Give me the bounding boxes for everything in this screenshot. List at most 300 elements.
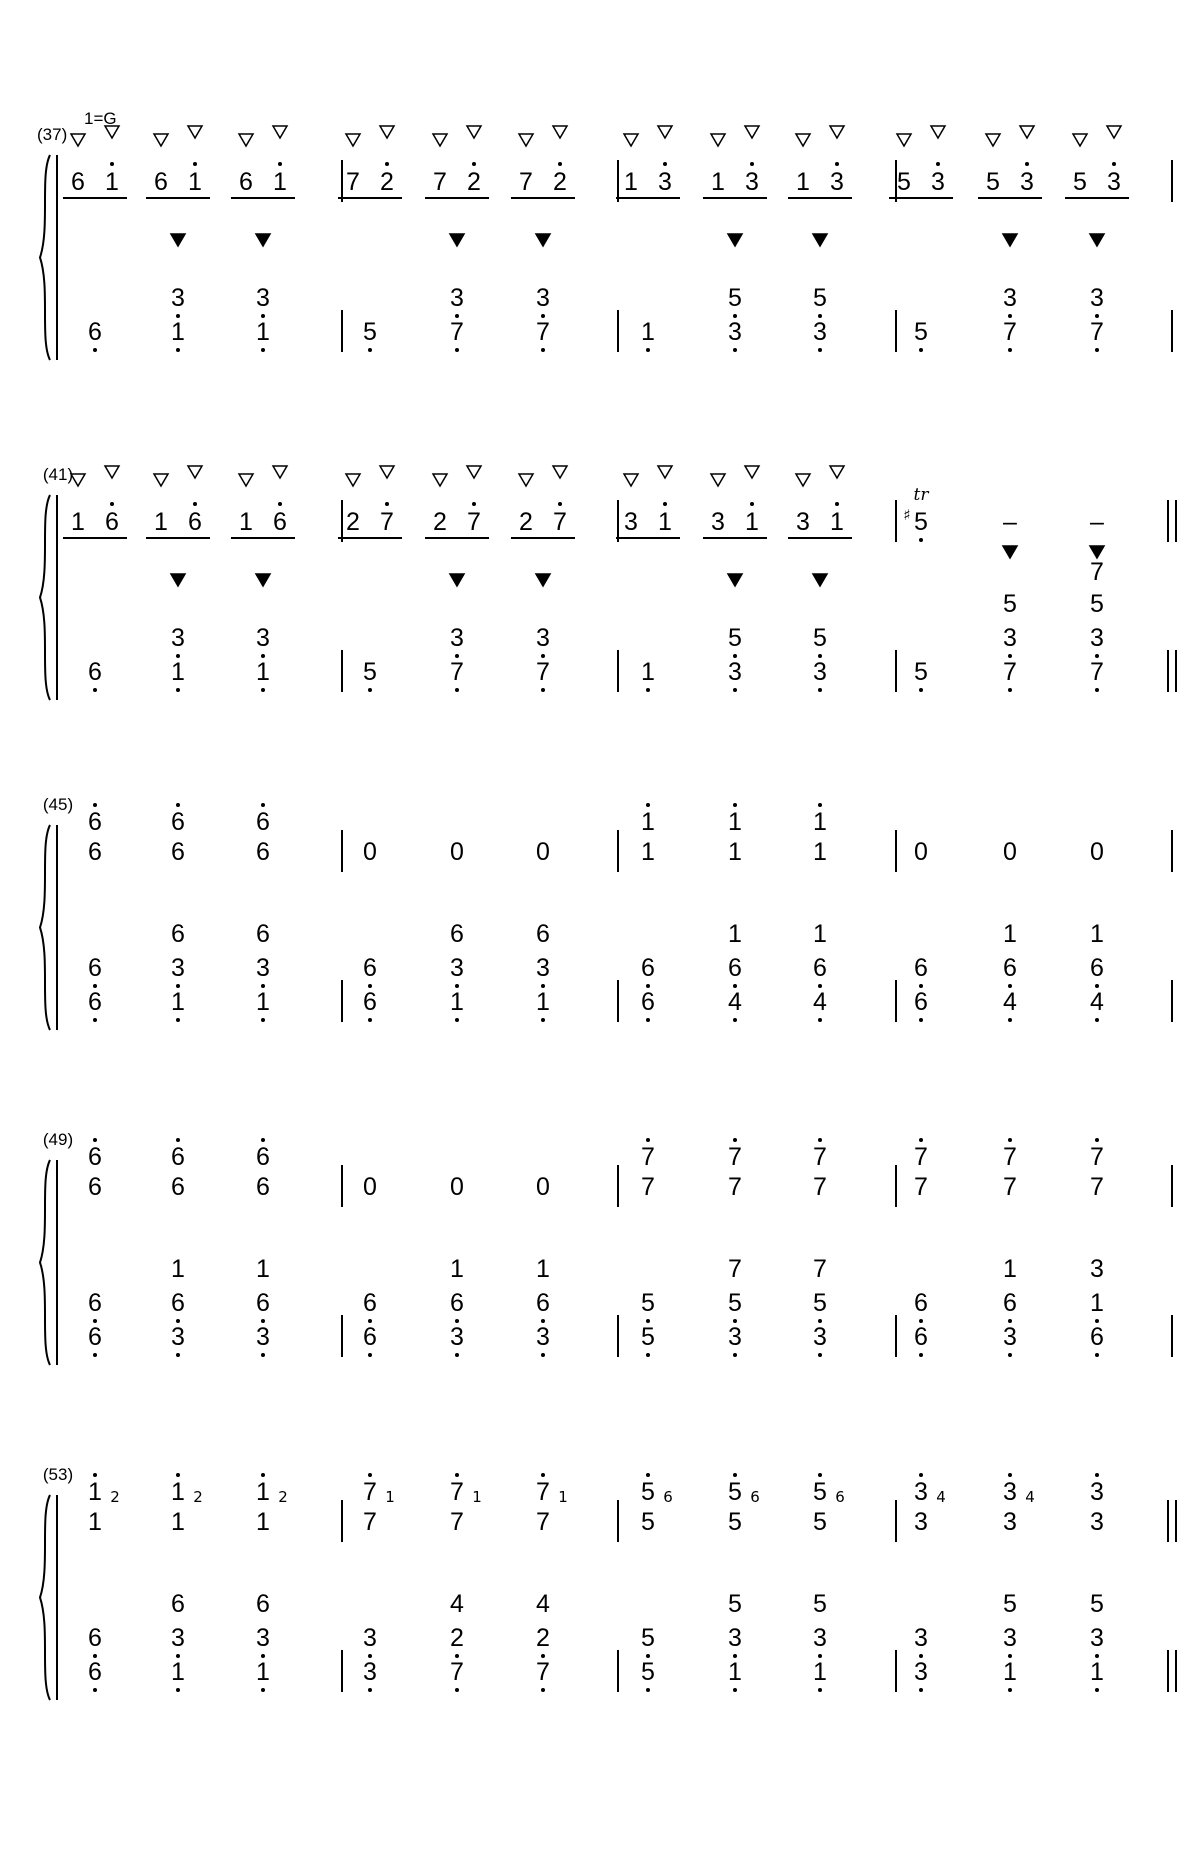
bass-note: 1: [1003, 1658, 1017, 1686]
note: 1: [256, 1508, 270, 1536]
octave-dot: [93, 803, 97, 807]
octave-dot: [368, 984, 372, 988]
bass-note-mid: 3: [813, 1624, 827, 1652]
octave-dot: [733, 314, 737, 318]
octave-dot: [919, 1018, 923, 1022]
octave-dot: [455, 688, 459, 692]
note: 1: [745, 508, 759, 536]
accent-triangle-icon: [830, 466, 844, 478]
note-upper: 7: [450, 1478, 464, 1506]
accent-triangle-icon: [380, 126, 394, 138]
octave-dot: [733, 1018, 737, 1022]
bass-note: 5: [914, 318, 928, 346]
note: 3: [1107, 168, 1121, 196]
bass-note-top: 5: [728, 1590, 742, 1618]
note-upper: 1: [88, 1478, 102, 1506]
note: 7: [380, 508, 394, 536]
note-upper: 3: [914, 1478, 928, 1506]
bass-note: 1: [171, 988, 185, 1016]
octave-dot: [93, 348, 97, 352]
octave-dot: [919, 1688, 923, 1692]
note-upper: 7: [363, 1478, 377, 1506]
bass-note: 3: [450, 1323, 464, 1351]
note: 6: [171, 1173, 185, 1201]
bass-note-mid: 5: [641, 1289, 655, 1317]
note: 1: [711, 168, 725, 196]
note: 1: [154, 508, 168, 536]
octave-dot: [455, 1018, 459, 1022]
bass-note: 3: [363, 1658, 377, 1686]
bass-note: 1: [536, 988, 550, 1016]
octave-dot: [93, 1353, 97, 1357]
note: 7: [363, 1508, 377, 1536]
octave-dot: [472, 502, 476, 506]
grace-note: 1: [385, 1488, 395, 1506]
bass-note: 6: [363, 988, 377, 1016]
octave-dot: [1008, 1319, 1012, 1323]
measure: [903, 485, 1104, 692]
bass-note: 3: [728, 318, 742, 346]
grace-note: 1: [558, 1488, 568, 1506]
octave-dot: [1095, 1138, 1099, 1142]
bass-note: 7: [450, 1658, 464, 1686]
bass-note: 1: [171, 318, 185, 346]
bass-note-top: 6: [171, 1590, 185, 1618]
note-upper: 3: [1003, 1478, 1017, 1506]
bass-note: 3: [914, 1658, 928, 1686]
octave-dot: [176, 654, 180, 658]
grace-note: 6: [835, 1488, 845, 1506]
note-upper: 6: [171, 808, 185, 836]
octave-dot: [663, 162, 667, 166]
octave-dot: [919, 538, 923, 542]
note: 0: [536, 838, 550, 866]
measure: [914, 1473, 1104, 1692]
staccato-wedge-icon: [1090, 546, 1104, 558]
bass-note-top: 1: [536, 1255, 550, 1283]
octave-dot: [541, 314, 545, 318]
bass-note: 1: [256, 658, 270, 686]
bass-note-top: 4: [450, 1590, 464, 1618]
octave-dot: [368, 1319, 372, 1323]
measure-number-37: (37): [37, 125, 68, 144]
octave-dot: [541, 1654, 545, 1658]
bass-note: 3: [536, 1323, 550, 1351]
staccato-wedge-icon: [450, 234, 464, 246]
octave-dot: [818, 654, 822, 658]
octave-dot: [176, 1319, 180, 1323]
note: 3: [1003, 1508, 1017, 1536]
octave-dot: [193, 502, 197, 506]
accent-triangle-icon: [346, 474, 360, 486]
note: 6: [273, 508, 287, 536]
octave-dot: [1008, 1018, 1012, 1022]
note: 6: [239, 168, 253, 196]
bass-note: 3: [813, 1323, 827, 1351]
octave-dot: [541, 1353, 545, 1357]
octave-dot: [919, 1138, 923, 1142]
accent-triangle-icon: [105, 466, 119, 478]
bass-note-mid: 6: [728, 954, 742, 982]
bass-note-mid: 6: [88, 954, 102, 982]
bass-note: 6: [88, 988, 102, 1016]
octave-dot: [176, 984, 180, 988]
octave-dot: [733, 803, 737, 807]
measure: [88, 1473, 288, 1692]
bass-note: 1: [641, 658, 655, 686]
octave-dot: [1008, 654, 1012, 658]
bass-note: 6: [88, 1658, 102, 1686]
octave-dot: [455, 1654, 459, 1658]
note-upper: 1: [641, 808, 655, 836]
note: 0: [450, 838, 464, 866]
brace: [40, 825, 50, 1030]
measure: [616, 466, 852, 692]
bass-note-mid: 5: [813, 1289, 827, 1317]
bass-note: 1: [450, 988, 464, 1016]
note-upper: 7: [1003, 1143, 1017, 1171]
bass-note: 3: [171, 1323, 185, 1351]
accent-triangle-icon: [154, 474, 168, 486]
octave-dot: [261, 1688, 265, 1692]
note-upper: 1: [171, 1478, 185, 1506]
note: 1: [273, 168, 287, 196]
staccato-wedge-icon: [171, 234, 185, 246]
note: 1: [830, 508, 844, 536]
octave-dot: [541, 1018, 545, 1022]
octave-dot: [663, 502, 667, 506]
note: 7: [553, 508, 567, 536]
brace: [40, 1495, 50, 1700]
measure: [641, 1138, 827, 1357]
note: 6: [88, 838, 102, 866]
staccato-wedge-icon: [813, 234, 827, 246]
octave-dot: [750, 502, 754, 506]
octave-dot: [261, 1018, 265, 1022]
brace: [40, 1160, 50, 1365]
octave-dot: [261, 1138, 265, 1142]
note: 3: [1020, 168, 1034, 196]
grace-note: 6: [663, 1488, 673, 1506]
note-upper: 5: [813, 1478, 827, 1506]
bass-note-top: 1: [1003, 920, 1017, 948]
grace-note: 1: [472, 1488, 482, 1506]
note: 5: [897, 168, 911, 196]
staccato-wedge-icon: [171, 574, 185, 586]
octave-dot: [261, 1654, 265, 1658]
bass-note-top: 7: [728, 1255, 742, 1283]
measure: [914, 1138, 1104, 1357]
octave-dot: [368, 348, 372, 352]
octave-dot: [818, 1353, 822, 1357]
octave-dot: [818, 314, 822, 318]
octave-dot: [261, 1353, 265, 1357]
octave-dot: [919, 688, 923, 692]
accent-triangle-icon: [711, 134, 725, 146]
bass-note: 6: [914, 1323, 928, 1351]
note: 3: [796, 508, 810, 536]
octave-dot: [733, 688, 737, 692]
bass-note: 6: [641, 988, 655, 1016]
note: 1: [813, 838, 827, 866]
bass-note: 4: [1090, 988, 1104, 1016]
octave-dot: [646, 984, 650, 988]
bass-note: 1: [171, 1658, 185, 1686]
measure: [338, 466, 575, 692]
note: 7: [1090, 1173, 1104, 1201]
bass-note: 6: [88, 1323, 102, 1351]
octave-dot: [646, 1473, 650, 1477]
octave-dot: [261, 688, 265, 692]
note: 5: [986, 168, 1000, 196]
measure: [363, 838, 550, 1022]
octave-dot: [261, 654, 265, 658]
staccato-wedge-icon: [256, 234, 270, 246]
bass-note: 6: [1090, 1323, 1104, 1351]
bass-note-top: 3: [1090, 1255, 1104, 1283]
accent-triangle-icon: [658, 466, 672, 478]
octave-dot: [919, 1654, 923, 1658]
bass-note-mid: 5: [813, 284, 827, 312]
octave-dot: [818, 984, 822, 988]
grace-note: 4: [936, 1488, 946, 1506]
bass-note: 1: [728, 1658, 742, 1686]
measure: [363, 1173, 550, 1357]
note: 1: [88, 1508, 102, 1536]
octave-dot: [455, 348, 459, 352]
staccato-wedge-icon: [536, 234, 550, 246]
bass-note-mid: 3: [450, 284, 464, 312]
bass-note: 3: [728, 1323, 742, 1351]
bass-note-mid: 1: [1090, 1289, 1104, 1317]
octave-dot: [176, 1138, 180, 1142]
octave-dot: [368, 1688, 372, 1692]
octave-dot: [278, 162, 282, 166]
note: 3: [745, 168, 759, 196]
bass-note-mid: 3: [1003, 624, 1017, 652]
system-3: [40, 795, 1172, 1030]
bass-note: 3: [728, 658, 742, 686]
bass-note: 6: [914, 988, 928, 1016]
note-upper: 6: [256, 808, 270, 836]
note: 0: [914, 838, 928, 866]
accent-triangle-icon: [273, 466, 287, 478]
octave-dot: [455, 1473, 459, 1477]
octave-dot: [1095, 348, 1099, 352]
note: 7: [641, 1173, 655, 1201]
octave-dot: [750, 162, 754, 166]
accent-triangle-icon: [745, 466, 759, 478]
grace-note: 2: [278, 1488, 288, 1506]
octave-dot: [455, 1688, 459, 1692]
note: 3: [830, 168, 844, 196]
note-upper: 6: [88, 808, 102, 836]
octave-dot: [385, 162, 389, 166]
accent-triangle-icon: [897, 134, 911, 146]
note: 3: [658, 168, 672, 196]
octave-dot: [176, 688, 180, 692]
staccato-wedge-icon: [728, 574, 742, 586]
bass-note-mid: 5: [813, 624, 827, 652]
bass-note: 5: [641, 1658, 655, 1686]
bass-note-mid: 6: [914, 954, 928, 982]
note: 7: [346, 168, 360, 196]
octave-dot: [110, 502, 114, 506]
bass-note-mid: 6: [171, 1289, 185, 1317]
bass-note-top: 1: [171, 1255, 185, 1283]
octave-dot: [176, 1654, 180, 1658]
bass-note: 7: [1090, 658, 1104, 686]
bass-note-mid: 6: [536, 1289, 550, 1317]
accent-triangle-icon: [796, 474, 810, 486]
octave-dot: [455, 1319, 459, 1323]
octave-dot: [93, 1473, 97, 1477]
bass-note: 4: [1003, 988, 1017, 1016]
bass-note-top: 1: [813, 920, 827, 948]
octave-dot: [818, 1138, 822, 1142]
bass-note: 3: [1003, 1323, 1017, 1351]
note: 7: [914, 1173, 928, 1201]
octave-dot: [835, 162, 839, 166]
octave-dot: [176, 348, 180, 352]
bass-note-mid: 3: [1090, 1624, 1104, 1652]
note: 2: [519, 508, 533, 536]
octave-dot: [818, 1473, 822, 1477]
accent-triangle-icon: [624, 474, 638, 486]
note: 3: [914, 1508, 928, 1536]
octave-dot: [646, 688, 650, 692]
accent-triangle-icon: [519, 134, 533, 146]
octave-dot: [176, 803, 180, 807]
bass-note-mid: 3: [171, 284, 185, 312]
octave-dot: [368, 1654, 372, 1658]
bass-note-top: 1: [1090, 920, 1104, 948]
octave-dot: [261, 1319, 265, 1323]
staccato-wedge-icon: [450, 574, 464, 586]
bass-note-mid: 6: [641, 954, 655, 982]
bass-note: 5: [363, 318, 377, 346]
accent-triangle-icon: [830, 126, 844, 138]
measure-number: (41): [42, 465, 74, 484]
note: 1: [796, 168, 810, 196]
note: 0: [536, 1173, 550, 1201]
measure: [63, 466, 295, 692]
note: 2: [553, 168, 567, 196]
bass-note-top: 5: [1003, 590, 1017, 618]
octave-dot: [1008, 984, 1012, 988]
accent-triangle-icon: [239, 474, 253, 486]
bass-note-top: 1: [728, 920, 742, 948]
note: 2: [467, 168, 481, 196]
note: 3: [1090, 1508, 1104, 1536]
measure-number: (53): [42, 1465, 74, 1484]
bass-note: 7: [1090, 318, 1104, 346]
octave-dot: [455, 1353, 459, 1357]
octave-dot: [919, 1319, 923, 1323]
octave-dot: [646, 803, 650, 807]
note-upper: 7: [641, 1143, 655, 1171]
bass-note-mid: 6: [256, 1289, 270, 1317]
trill-mark: tr: [913, 485, 929, 505]
octave-dot: [733, 1138, 737, 1142]
measure: [616, 126, 852, 352]
bass-note-mid: 3: [536, 284, 550, 312]
accent-triangle-icon: [433, 134, 447, 146]
bass-note-mid: 6: [1003, 1289, 1017, 1317]
accent-triangle-icon: [188, 466, 202, 478]
note: 7: [728, 1173, 742, 1201]
staccato-wedge-icon: [728, 234, 742, 246]
note-upper: 3: [1090, 1478, 1104, 1506]
octave-dot: [1095, 984, 1099, 988]
bass-note: 5: [914, 658, 928, 686]
note: –: [1003, 508, 1017, 536]
octave-dot: [1025, 162, 1029, 166]
bass-note-mid: 6: [363, 954, 377, 982]
octave-dot: [176, 314, 180, 318]
note: 6: [88, 1173, 102, 1201]
note: 1: [624, 168, 638, 196]
accent-triangle-icon: [1020, 126, 1034, 138]
note: 6: [256, 1173, 270, 1201]
bass-note-top: 6: [171, 920, 185, 948]
note: 1: [171, 1508, 185, 1536]
octave-dot: [1095, 1473, 1099, 1477]
measure: [88, 1138, 270, 1357]
brace: [40, 155, 50, 360]
note: 3: [624, 508, 638, 536]
note-upper: 5: [641, 1478, 655, 1506]
note: 2: [380, 168, 394, 196]
bass-note-mid: 3: [256, 954, 270, 982]
staccato-wedge-icon: [1003, 546, 1017, 558]
bass-note: 7: [450, 318, 464, 346]
octave-dot: [176, 1353, 180, 1357]
bass-note-top: 1: [256, 1255, 270, 1283]
octave-dot: [646, 1688, 650, 1692]
brace: [40, 495, 50, 700]
octave-dot: [818, 803, 822, 807]
bass-note-mid: 3: [536, 624, 550, 652]
note-upper: 7: [813, 1143, 827, 1171]
octave-dot: [541, 1688, 545, 1692]
bass-note-top: 4: [536, 1590, 550, 1618]
octave-dot: [733, 1654, 737, 1658]
grace-note: 4: [1025, 1488, 1035, 1506]
octave-dot: [818, 1319, 822, 1323]
bass-note-mid: 3: [171, 954, 185, 982]
octave-dot: [1095, 314, 1099, 318]
octave-dot: [278, 502, 282, 506]
note: 6: [256, 838, 270, 866]
bass-note-mid: 3: [171, 1624, 185, 1652]
note: 0: [363, 838, 377, 866]
octave-dot: [1008, 314, 1012, 318]
octave-dot: [818, 688, 822, 692]
note: 7: [813, 1173, 827, 1201]
staccato-wedge-icon: [813, 574, 827, 586]
note: 1: [105, 168, 119, 196]
note-upper: 7: [914, 1143, 928, 1171]
sharp-sign: ♯: [903, 506, 911, 524]
accent-triangle-icon: [745, 126, 759, 138]
bass-note-top: 5: [1003, 1590, 1017, 1618]
note: 5: [641, 1508, 655, 1536]
octave-dot: [541, 984, 545, 988]
octave-dot: [919, 1473, 923, 1477]
bass-note-mid: 2: [536, 1624, 550, 1652]
bass-note-top: 6: [536, 920, 550, 948]
